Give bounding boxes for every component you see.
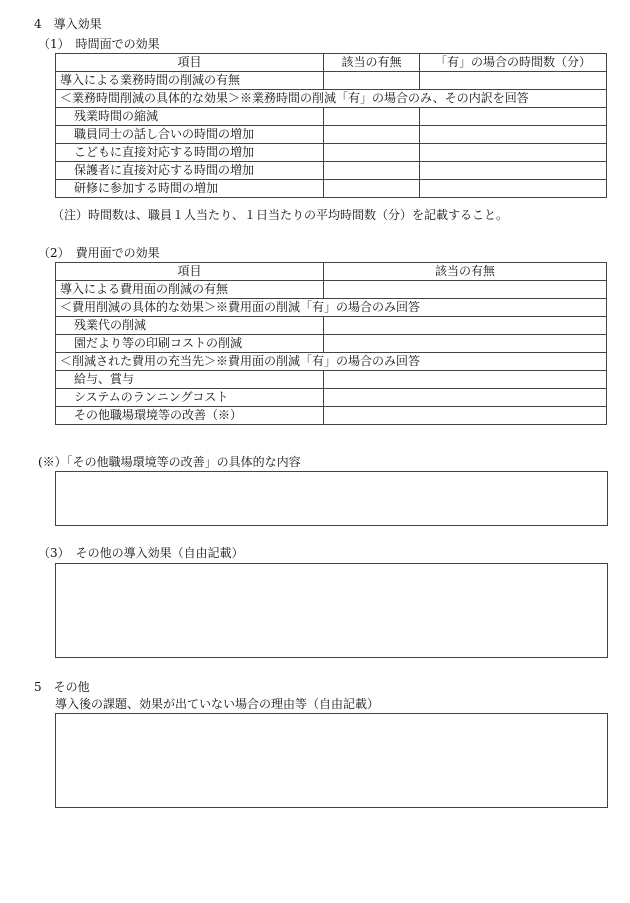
header-item: 項目 — [56, 54, 324, 72]
section-4-heading: 4 導入効果 — [34, 17, 102, 31]
time-effects-heading: （1） 時間面での効果 — [38, 37, 160, 51]
row-label: 導入による費用面の削減の有無 — [56, 281, 324, 299]
header-item: 項目 — [56, 263, 324, 281]
span-label: ＜削減された費用の充当先＞※費用面の削減「有」の場合のみ回答 — [56, 353, 607, 371]
table-row — [56, 335, 607, 353]
applicable-cell[interactable] — [324, 72, 420, 90]
applicable-cell[interactable] — [324, 407, 607, 425]
minutes-cell[interactable] — [420, 108, 607, 126]
table-row — [56, 126, 607, 144]
span-label: ＜費用削減の具体的な効果＞※費用面の削減「有」の場合のみ回答 — [56, 299, 607, 317]
header-minutes: 「有」の場合の時間数（分） — [420, 54, 607, 72]
applicable-cell[interactable] — [324, 162, 420, 180]
applicable-cell[interactable] — [324, 180, 420, 198]
span-label: ＜業務時間削減の具体的な効果＞※業務時間の削減「有」の場合のみ、その内訳を回答 — [56, 90, 607, 108]
row-label: 残業代の削減 — [56, 317, 324, 335]
table-row — [56, 180, 607, 198]
other-effects-textbox[interactable] — [55, 563, 608, 658]
row-label: 残業時間の縮減 — [56, 108, 324, 126]
applicable-cell[interactable] — [324, 281, 607, 299]
cost-effects-heading: （2） 費用面での効果 — [38, 246, 160, 260]
table-row — [56, 162, 607, 180]
table-row — [56, 371, 607, 389]
applicable-cell[interactable] — [324, 126, 420, 144]
minutes-cell[interactable] — [420, 144, 607, 162]
table-header-row — [56, 263, 607, 281]
other-effects-heading: （3） その他の導入効果（自由記載） — [38, 546, 244, 560]
row-label: 研修に参加する時間の増加 — [56, 180, 324, 198]
minutes-cell[interactable] — [420, 180, 607, 198]
applicable-cell[interactable] — [324, 144, 420, 162]
table-row — [56, 72, 607, 90]
row-label: 職員同士の話し合いの時間の増加 — [56, 126, 324, 144]
row-label: 給与、賞与 — [56, 371, 324, 389]
table-header-row — [56, 54, 607, 72]
table-row — [56, 353, 607, 371]
table-row — [56, 108, 607, 126]
other-improvements-textbox[interactable] — [55, 471, 608, 526]
minutes-cell[interactable] — [420, 72, 607, 90]
row-label: 園だより等の印刷コストの削減 — [56, 335, 324, 353]
table-row — [56, 90, 607, 108]
minutes-cell[interactable] — [420, 162, 607, 180]
cost-effects-table — [55, 262, 607, 425]
applicable-cell[interactable] — [324, 371, 607, 389]
time-note: （注）時間数は、職員１人当たり、１日当たりの平均時間数（分）を記載すること。 — [52, 208, 509, 222]
row-label: 保護者に直接対応する時間の増加 — [56, 162, 324, 180]
other-improvements-note: (※）「その他職場環境等の改善」の具体的な内容 — [38, 455, 301, 469]
row-label: 導入による業務時間の削減の有無 — [56, 72, 324, 90]
section-5-subheading: 導入後の課題、効果が出ていない場合の理由等（自由記載） — [55, 697, 380, 711]
applicable-cell[interactable] — [324, 389, 607, 407]
header-applicable: 該当の有無 — [324, 263, 607, 281]
table-row — [56, 407, 607, 425]
table-row — [56, 317, 607, 335]
issues-textbox[interactable] — [55, 713, 608, 808]
table-row — [56, 281, 607, 299]
minutes-cell[interactable] — [420, 126, 607, 144]
table-row — [56, 144, 607, 162]
applicable-cell[interactable] — [324, 108, 420, 126]
applicable-cell[interactable] — [324, 317, 607, 335]
applicable-cell[interactable] — [324, 335, 607, 353]
row-label: こどもに直接対応する時間の増加 — [56, 144, 324, 162]
section-5-heading: 5 その他 — [34, 680, 90, 694]
row-label: システムのランニングコスト — [56, 389, 324, 407]
table-row — [56, 299, 607, 317]
header-applicable: 該当の有無 — [324, 54, 420, 72]
row-label: その他職場環境等の改善（※） — [56, 407, 324, 425]
time-effects-table — [55, 53, 607, 198]
table-row — [56, 389, 607, 407]
